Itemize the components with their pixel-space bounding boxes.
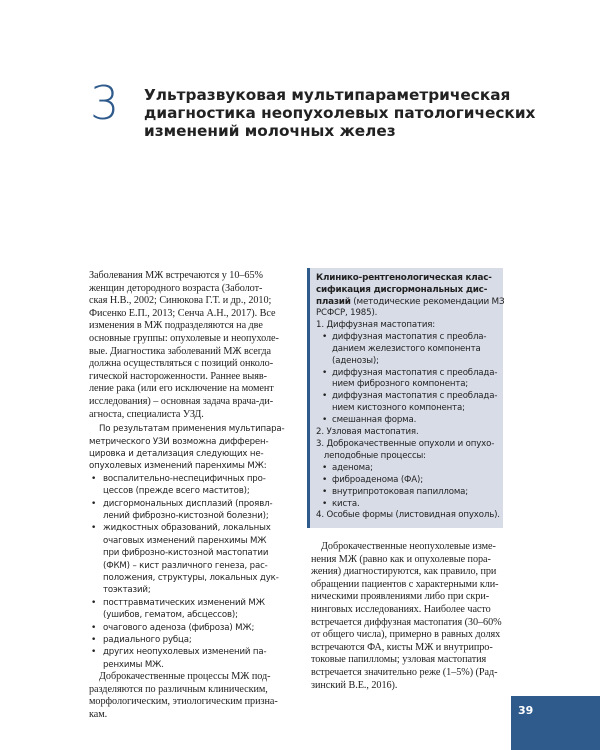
text-line: (ФКМ) – кист различного генеза, рас- (103, 560, 268, 571)
list-intro (89, 423, 295, 473)
text-line: • диффузная мастопатия с преобла- (332, 331, 487, 342)
text-line: нием фиброзного компонента; (332, 379, 469, 390)
text-line: • посттравматических изменений МЖ (103, 597, 265, 608)
text-line: лений фиброзно-кистозной болезни); (103, 510, 269, 521)
text-line: метрического УЗИ возможна дифферен- (89, 436, 269, 447)
box-sublist-item (316, 391, 497, 415)
text-line: опухолевых изменений паренхимы МЖ: (89, 461, 267, 472)
text-line: гической настороженности. Раннее выяв- (89, 370, 267, 382)
changes-list (89, 473, 295, 672)
text-line: ренхимы МЖ. (103, 659, 164, 670)
text-line: разделяются по различным клиническим, (89, 683, 268, 695)
list-item (89, 634, 295, 646)
box-title-line: сификация дисгормональных дис- (316, 285, 488, 295)
text-line: (ушибов, гематом, абсцессов); (103, 610, 238, 621)
text-line: Доброкачественные неопухолевые изме- (321, 541, 496, 552)
text-line: • фиброаденома (ФА); (332, 474, 423, 485)
box-item: 4. Особые формы (листовидная опухоль). (316, 510, 500, 521)
page-number-tab (511, 696, 600, 750)
chapter-title-line: диагностика неопухолевых патологических (144, 104, 536, 122)
text-line: кам. (89, 709, 108, 721)
box-sublist (316, 463, 497, 511)
text-line: цировка и детализация следующих не- (89, 448, 264, 459)
left-column (89, 270, 295, 722)
box-item: 1. Диффузная мастопатия: (316, 319, 436, 330)
text-line: обращении пациентов с характерными кли- (311, 578, 499, 590)
text-line: • диффузная мастопатия с преоблада- (332, 391, 498, 402)
text-line: исследования) – основная задача врача-ди- (89, 395, 274, 407)
text-line: • дисгормональных дисплазий (проявл- (103, 498, 273, 509)
intro-paragraph (89, 270, 295, 421)
text-line: Доброкачественные процессы МЖ под- (99, 671, 271, 683)
text-line: • воспалительно-неспецифичных про- (103, 473, 266, 484)
text-line: нием кистозного компонента; (332, 403, 465, 414)
text-line: • других неопухолевых изменений па- (103, 647, 267, 658)
right-column (311, 541, 511, 692)
box-sublist-item (316, 475, 497, 487)
text-line: Заболевания МЖ встречаются у 10–65% (89, 270, 263, 281)
box-sublist-item (316, 499, 497, 511)
chapter-title (144, 86, 536, 140)
box-sublist (316, 332, 497, 427)
text-line: ская Н.В., 2002; Синюкова Г.Т. и др., 2010; (89, 295, 272, 307)
text-line: встречается значительно реже (1–5%) (Рад- (311, 666, 498, 678)
text-line: очаговых изменений паренхимы МЖ (103, 535, 267, 546)
text-line: ление рака (или его исключение на момент (89, 383, 274, 395)
text-line: данием железистого компонента (332, 343, 481, 354)
text-line: от общего числа), примерно в равных долях (311, 629, 501, 641)
box-title-line (316, 296, 505, 308)
box-sublist-item (316, 415, 497, 427)
chapter-title-line: изменений молочных желез (144, 122, 396, 140)
text-line: (аденозы); (332, 355, 379, 366)
text-line: • смешанная форма. (332, 415, 417, 426)
text-line: • очагового аденоза (фиброза) МЖ; (103, 622, 255, 633)
text-line: встречаются ФА, кисты МЖ и внутрипро- (311, 641, 493, 653)
text-line: должна осуществляться с позиций онколо- (89, 358, 274, 370)
text-line: женщин детородного возраста (Заболот- (89, 282, 263, 294)
list-item (89, 597, 295, 622)
box-title-note: (методические рекомендации МЗ (350, 297, 505, 307)
text-line: при фиброзно-кистозной мастопатии (103, 548, 269, 559)
text-line: ническими проявлениями либо при скри- (311, 591, 490, 603)
text-line: • диффузная мастопатия с преоблада- (332, 367, 498, 378)
chapter-number: 3 (90, 76, 120, 130)
box-title-line: Клинико-рентгенологическая клас- (316, 273, 492, 283)
text-line: цессов (прежде всего маститов); (103, 486, 250, 497)
text-line: зинский В.Е., 2016). (311, 679, 398, 691)
text-line: • внутрипротоковая папиллома; (332, 486, 469, 497)
text-line: основные группы: опухолевые и неопухоле- (89, 332, 279, 344)
text-line: токовые папилломы; узловая мастопатия (311, 654, 487, 666)
text-line: морфологическим, этиологическим призна- (89, 696, 278, 708)
box-sublist-item (316, 368, 497, 392)
box-sublist-item (316, 332, 497, 368)
text-line: нения МЖ (равно как и опухолевые пора- (311, 553, 491, 565)
page-number: 39 (518, 704, 534, 717)
text-line: • жидкостных образований, локальных (103, 523, 271, 534)
box-title-tail: РСФСР, 1985). (316, 308, 378, 318)
text-line: вые. Диагностика заболеваний МЖ всегда (89, 345, 271, 357)
list-item (89, 622, 295, 634)
text-line: положения, структуры, локальных дук- (103, 573, 279, 583)
list-item (89, 473, 295, 498)
box-sublist-item (316, 463, 497, 475)
text-line: • радиального рубца; (103, 635, 192, 646)
text-line: изменения в МЖ подразделяются на две (89, 320, 263, 332)
text-line: тоэктазий; (103, 585, 151, 596)
list-item (89, 522, 295, 596)
text-line: Фисенко Е.П., 2013; Сенча А.Н., 2017). Все (89, 307, 276, 319)
box-title-bold: плазий (316, 297, 351, 307)
closing-paragraph (89, 671, 295, 721)
text-line: агноста, специалиста УЗД. (89, 408, 204, 420)
text-line: По результатам применения мультипара- (99, 424, 285, 435)
box-item: 3. Доброкачественные опухоли и опухо- (316, 438, 495, 449)
box-sublist-item (316, 487, 497, 499)
box-item: леподобные процессы: (316, 450, 426, 461)
box-item: 2. Узловая мастопатия. (316, 427, 419, 438)
text-line: встречается диффузная мастопатия (30–60% (311, 616, 502, 628)
list-item (89, 498, 295, 523)
text-line: жения) диагностируются, как правило, при (311, 566, 497, 578)
text-line: нинговых исследованиях. Наиболее часто (311, 603, 491, 615)
classification-box (307, 268, 503, 528)
text-line: • аденома; (332, 462, 373, 473)
list-item (89, 646, 295, 671)
text-line: • киста. (332, 498, 360, 509)
chapter-title-line: Ультразвуковая мультипараметрическая (144, 86, 511, 104)
